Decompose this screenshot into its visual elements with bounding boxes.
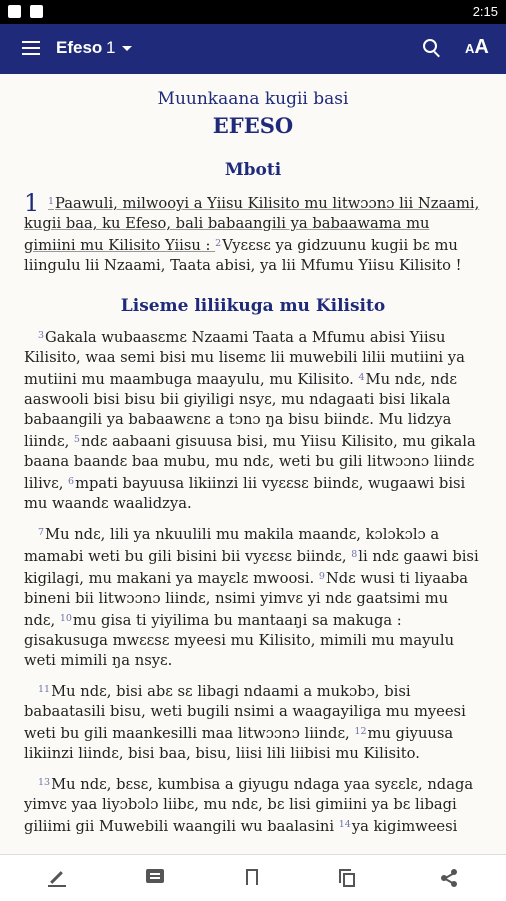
reader-content[interactable] [24, 74, 482, 854]
chapter-selector[interactable]: 1 [106, 38, 116, 57]
app-bar [0, 24, 506, 74]
section-heading: Liseme liliikuga mu Kilisito [120, 296, 386, 316]
share-icon[interactable] [441, 869, 459, 887]
pencil-icon[interactable] [48, 869, 66, 887]
chevron-down-icon[interactable] [122, 46, 132, 51]
verse-13[interactable]: $^{13}$Mu ndɛ, bɛsɛ, kumbisa a giyugu ndaga yaa syɛɛlɛ, ndaga yimvɛ yaa liyɔbɔlɔ liibɛ, mu ndɛ, bɛ lisi gimiini ya bɛ libagi giliimi gii Muwebili waangili wu baalasini [24, 776, 474, 835]
copy-icon[interactable] [343, 873, 355, 887]
book-title: EFESO [212, 113, 294, 138]
verse-10[interactable]: $^{10}$mu gisa ti yiyilima bu mantaaŋi sa makuga : gisakusuga mwɛɛsɛ myeesi mu Kilisito, mimili mu mayulu weti mimili ŋa nsyɛ. [24, 612, 455, 669]
verse-14[interactable]: $^{14}$ya kigimweesi [338, 818, 458, 835]
verse-9[interactable]: $^9$Ndɛ wusi ti liyaaba bineni bii litwɔɔnɔ liindɛ, nsimi yimvɛ yi ndɛ gaatsimi mu ndɛ, [24, 570, 469, 629]
paragraph [24, 189, 482, 276]
paragraph [24, 523, 482, 671]
verse-5[interactable]: $^5$ndɛ aabaani gisuusa bisi, mu Yiisu Kilisito, mu gikala baana baandɛ baa mubu, mu ndɛ, weti bu gili litwɔɔnɔ liindɛ lilivɛ, [24, 433, 476, 492]
verse-11[interactable]: $^{11}$Mu ndɛ, bisi abɛ sɛ libagi ndaami a mukɔbɔ, bisi babaatasili bisu, weti bugili nsimi a waagayiliga mu myeesi weti bu gili maankesilli maa litwɔɔnɔ liindɛ, [24, 683, 466, 742]
note-icon[interactable] [146, 869, 164, 883]
chapter-number: 1 [24, 189, 40, 217]
verse-12[interactable]: $^{12}$mu giyuusa likiinzi liindɛ, bisi baa, bisu, liisi lili liibisi mu Kilisito. [24, 725, 454, 762]
verse-4[interactable]: $^4$Mu ndɛ, ndɛ aaswooli bisi bisu bii giyiligi nsyɛ, mu ndagaati bisi likala babaangili ya babaawɛnɛ a tɔnɔ ŋa bisu biindɛ. Mu lidzya liindɛ, [24, 371, 457, 450]
bottom-toolbar [0, 854, 506, 901]
paragraph [24, 680, 482, 764]
text-size-icon[interactable]: AA [465, 36, 489, 58]
section-heading: Mboti [224, 160, 282, 180]
notification-icon [8, 5, 21, 18]
verse-8[interactable]: $^8$li ndɛ gaawi bisi kigilagi, mu makani ya mayɛlɛ mwoosi. [24, 548, 479, 587]
verse-3[interactable]: $^3$Gakala wubaasɛmɛ Nzaami Taata a Mfumu abisi Yiisu Kilisito, waa semi bisi mu lisemɛ lii muwebili lilii mutiini ya mutiini mu maambuga maayulu, mu Kilisito. [24, 329, 465, 388]
verse-1[interactable]: $^1$Paawuli, milwooyi a Yiisu Kilisito mu litwɔɔnɔ lii Nzaami, kugii baa, ku Efeso, bali babaangili ya babaawama mu gimiini mu Kilisito Yiisu : [24, 195, 480, 254]
notification-icon [30, 5, 43, 18]
search-icon[interactable] [423, 39, 437, 53]
menu-icon[interactable] [22, 41, 40, 55]
paragraph [24, 773, 482, 837]
book-selector[interactable]: Efeso [56, 38, 103, 57]
bookmark-icon[interactable] [246, 869, 258, 885]
paragraph [24, 326, 482, 514]
status-bar [0, 0, 506, 24]
status-time: 2:15 [472, 4, 498, 19]
verse-2[interactable]: $^2$Vyɛɛsɛ ya gidzuunu kugii bɛ mu liingulu lii Nzaami, Taata abisi, ya lii Mfumu Yiisu Kilisito ! [24, 237, 462, 274]
verse-6[interactable]: $^6$mpati bayuusa likiinzi lii vyɛɛsɛ biindɛ, wugaawi bisi mu waandɛ waalidzya. [24, 475, 466, 512]
verse-7[interactable]: $^7$Mu ndɛ, lili ya nkuulili mu makila maandɛ, kɔlɔkɔlɔ a mamabi weti bu gili bisini bii vyɛɛsɛ biindɛ, [24, 526, 440, 565]
book-intro-title: Muunkaana kugii basi [157, 89, 349, 109]
